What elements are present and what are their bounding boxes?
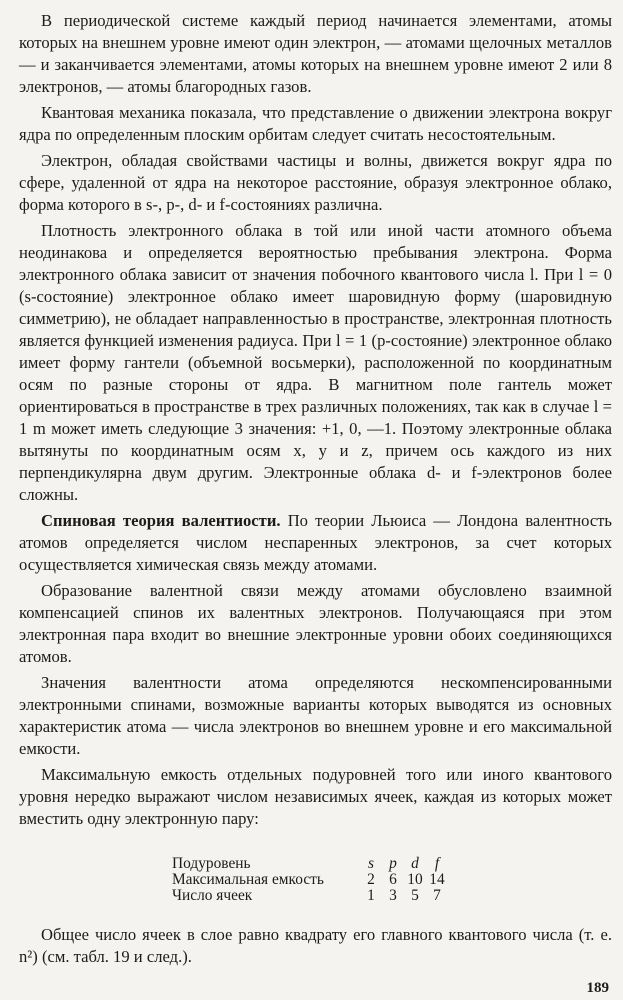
sublevel-table — [172, 856, 448, 904]
section-heading: Спиновая теория валентиости. — [41, 511, 281, 530]
paragraph-3: Электрон, обладая свойствами частицы и волны, движется вокруг ядра по сфере, удаленной от ядра на некоторое расстояние, образуя электронное облако, форма которого в s-, p-, d- и f-состояниях различна. — [19, 151, 612, 214]
table-cell: 3 — [389, 887, 397, 904]
table-col-d: d — [411, 855, 419, 872]
table-cell: 2 — [367, 871, 375, 888]
table-cell: 6 — [389, 871, 397, 888]
final-paragraph: Общее число ячеек в слое равно квадрату его главного квантового числа (т. е. n²) (см. табл. 19 и след.). — [19, 925, 612, 966]
paragraph-5-text: По теории Льюиса — Лондона валентность атомов определяется числом неспаренных электронов, за счет которых осуществляется химическая связь между атомами. — [19, 511, 612, 574]
table-cell: 5 — [411, 887, 419, 904]
paragraph-1: В периодической системе каждый период начинается элементами, атомы которых на внешнем уровне имеют один электрон, — атомами щелочных металлов — и заканчивается элементами, атомы которых на внешнем уровне имеют 2 или 8 электронов, — атомы благородных газов. — [19, 11, 612, 96]
paragraph-5 — [19, 510, 612, 576]
table-row — [172, 888, 448, 904]
table-col-s: s — [368, 855, 374, 872]
paragraph-6: Образование валентной связи между атомами обусловлено взаимной компенсацией спинов их валентных электронов. Получающаяся при этом электронная пара входит во внешние электронные уровни обоих соединяющихся атомов. — [19, 581, 612, 666]
table-cell: 7 — [433, 887, 441, 904]
body-text — [19, 10, 612, 832]
table-header-label: Подуровень — [172, 855, 251, 872]
paragraph-2: Квантовая механика показала, что представление о движении электрона вокруг ядра по определенным плоским орбитам следует считать несостоятельным. — [19, 103, 612, 144]
table-col-p: p — [389, 855, 397, 872]
table-row-label: Максимальная емкость — [172, 871, 324, 888]
table-cell: 14 — [429, 871, 445, 888]
paragraph-7: Значения валентности атома определяются нескомпенсированными электронными спинами, возможные варианты которых выводятся из основных характеристик атома — числа электронов во внешнем уровне и его максимальной емкости. — [19, 673, 612, 758]
page-number: 189 — [586, 980, 609, 996]
table-header-row — [172, 856, 448, 872]
table-row-label: Число ячеек — [172, 887, 253, 904]
table-col-f: f — [434, 855, 440, 872]
table-cell: 10 — [407, 871, 423, 888]
table-row — [172, 872, 448, 888]
paragraph-8: Максимальную емкость отдельных подуровней того или иного квантового уровня нередко выражают числом независимых ячеек, каждая из которых может вместить одну электронную пару: — [19, 765, 612, 828]
paragraph-4: Плотность электронного облака в той или иной части атомного объема неодинакова и определяется вероятностью пребывания электрона. Форма электронного облака зависит от значения побочного квантового числа l. При l = 0 (s-состояние) электронное облако имеет шаровидную форму (шаровидную симметрию), не обладает направленностью в пространстве, электронная плотность является функцией изменения радиуса. При l = 1 (p-состояние) электронное облако имеет форму гантели (объемной восьмерки), расположенной по координатным осям по разные стороны от ядра. В магнитном поле гантель может ориентироваться в пространстве в трех различных положениях, так как в случае l = 1 m может иметь следующие 3 значения: +1, 0, —1. Поэтому электронные облака вытянуты по координатным осям x, y и z, причем ось каждого из них перпендикулярна двум другим. Электронные облака d- и f-электронов более сложны. — [19, 221, 612, 504]
table-cell: 1 — [367, 887, 375, 904]
